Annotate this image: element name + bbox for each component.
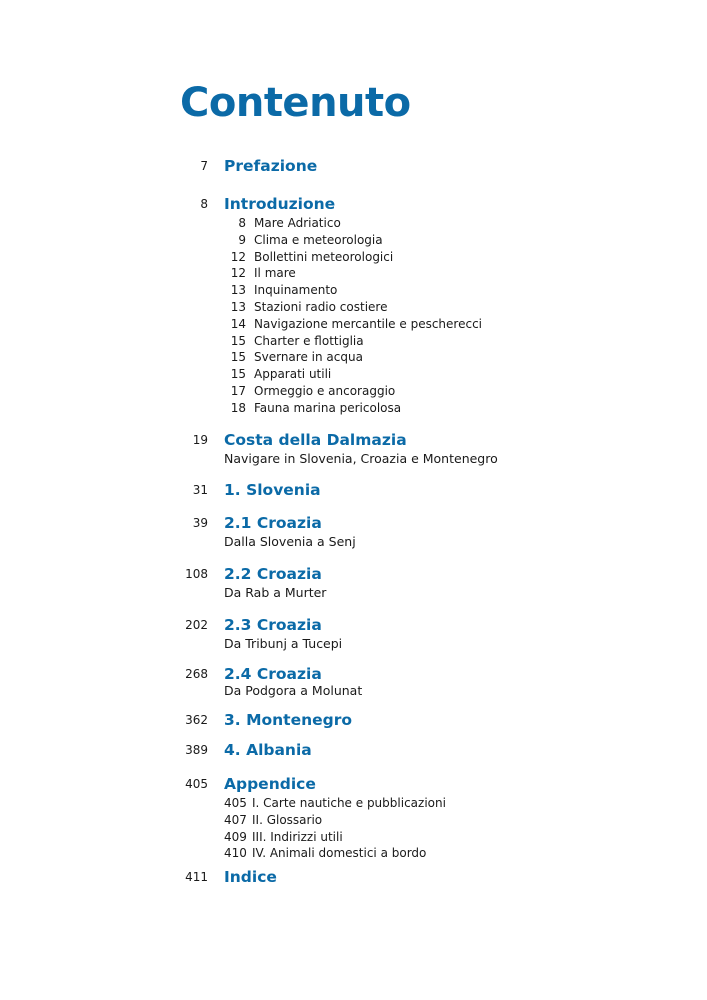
toc-subentry-label: Ormeggio e ancoraggio xyxy=(254,383,396,398)
toc-entry-title: 1. Slovenia xyxy=(224,481,321,499)
toc-subentry-label: Navigazione mercantile e pescherecci xyxy=(254,316,482,331)
toc-subentry-label: Clima e meteorologia xyxy=(254,232,383,247)
toc-subentry[interactable] xyxy=(0,299,707,316)
toc-subentry-label: Il mare xyxy=(254,266,296,281)
toc-entry-title: 2.1 Croazia xyxy=(224,514,322,532)
toc-subentry-page: 13 xyxy=(230,299,246,314)
toc-subentry-label: Inquinamento xyxy=(254,283,338,298)
toc-page-number: 108 xyxy=(185,567,208,581)
toc-subentry-page: 14 xyxy=(230,316,246,331)
toc-entry-subtitle: Da Podgora a Molunat xyxy=(224,683,363,698)
page-title: Contenuto xyxy=(180,80,411,126)
toc-entry-title: 4. Albania xyxy=(224,741,312,759)
toc-entry-title: Costa della Dalmazia xyxy=(224,431,407,449)
toc-page-number: 268 xyxy=(185,667,208,681)
toc-subentry-page: 12 xyxy=(230,266,246,281)
toc-page-number: 31 xyxy=(192,483,208,497)
toc-subentry-label: II. Glossario xyxy=(252,812,323,827)
toc-subentry-page: 12 xyxy=(230,249,246,264)
toc-subentry[interactable] xyxy=(0,383,707,400)
toc-subentry-list xyxy=(0,215,707,417)
toc-entry-title: 2.4 Croazia xyxy=(224,665,322,683)
toc-entry-title: 2.3 Croazia xyxy=(224,616,322,634)
toc-subentry-label: Stazioni radio costiere xyxy=(254,299,388,314)
toc-subentry-page: 15 xyxy=(230,350,246,365)
toc-subentry[interactable] xyxy=(0,795,707,812)
toc-subentry-label: Bollettini meteorologici xyxy=(254,249,394,264)
toc-subentry-page: 409 xyxy=(224,829,247,844)
toc-subentry[interactable] xyxy=(0,232,707,249)
toc-subentry-page: 13 xyxy=(230,283,246,298)
toc-entry-subtitle: Dalla Slovenia a Senj xyxy=(224,534,356,549)
toc-page-number: 405 xyxy=(185,777,208,791)
toc-page-number: 362 xyxy=(185,713,208,727)
toc-subentry-label: Apparati utili xyxy=(254,367,332,382)
toc-entry-subtitle: Da Rab a Murter xyxy=(224,585,327,600)
toc-entry-title: Indice xyxy=(224,868,277,886)
toc-entry-title: 2.2 Croazia xyxy=(224,565,322,583)
toc-subentry[interactable] xyxy=(0,812,707,829)
toc-page-number: 7 xyxy=(200,159,208,173)
toc-page-number: 411 xyxy=(185,870,208,884)
toc-subentry-page: 405 xyxy=(224,796,247,810)
toc-appendix-list xyxy=(0,795,707,862)
toc-entry-subtitle: Navigare in Slovenia, Croazia e Montenegro xyxy=(224,451,498,466)
toc-page-number: 8 xyxy=(200,197,208,211)
toc-subentry[interactable] xyxy=(0,845,707,862)
toc-subentry[interactable] xyxy=(0,316,707,333)
toc-subentry-label: Mare Adriatico xyxy=(254,216,341,230)
toc-subentry-page: 8 xyxy=(238,216,246,230)
toc-subentry-page: 15 xyxy=(230,367,246,382)
toc-subentry[interactable] xyxy=(0,249,707,266)
toc-subentry-page: 15 xyxy=(230,333,246,348)
toc-subentry[interactable] xyxy=(0,829,707,846)
toc-subentry-label: Fauna marina pericolosa xyxy=(254,400,402,415)
toc-subentry-label: IV. Animali domestici a bordo xyxy=(252,846,427,861)
toc-page-number: 39 xyxy=(192,516,208,530)
toc-subentry[interactable] xyxy=(0,215,707,232)
toc-page-number: 389 xyxy=(185,743,208,757)
toc-subentry-page: 410 xyxy=(224,846,247,861)
toc-page-number: 202 xyxy=(185,618,208,632)
toc-entry-title: Prefazione xyxy=(224,157,318,175)
toc-subentry-label: Svernare in acqua xyxy=(254,350,363,365)
toc-entry-title: 3. Montenegro xyxy=(224,711,353,729)
toc-subentry-label: Charter e flottiglia xyxy=(254,333,364,348)
toc-subentry-label: I. Carte nautiche e pubblicazioni xyxy=(252,796,446,810)
toc-subentry[interactable] xyxy=(0,349,707,366)
toc-subentry-page: 407 xyxy=(224,812,247,827)
toc-entry-subtitle: Da Tribunj a Tucepi xyxy=(224,636,343,651)
toc-entry-title: Introduzione xyxy=(224,195,336,213)
toc-subentry[interactable] xyxy=(0,333,707,350)
toc-subentry[interactable] xyxy=(0,265,707,282)
toc-subentry-page: 17 xyxy=(230,383,246,398)
toc-subentry[interactable] xyxy=(0,282,707,299)
toc-entry-title: Appendice xyxy=(224,775,316,793)
toc-subentry-page: 9 xyxy=(238,232,246,247)
toc-subentry-page: 18 xyxy=(230,400,246,415)
toc-subentry[interactable] xyxy=(0,400,707,417)
toc-subentry-label: III. Indirizzi utili xyxy=(252,829,343,844)
toc-subentry[interactable] xyxy=(0,366,707,383)
toc-page-number: 19 xyxy=(192,433,208,447)
